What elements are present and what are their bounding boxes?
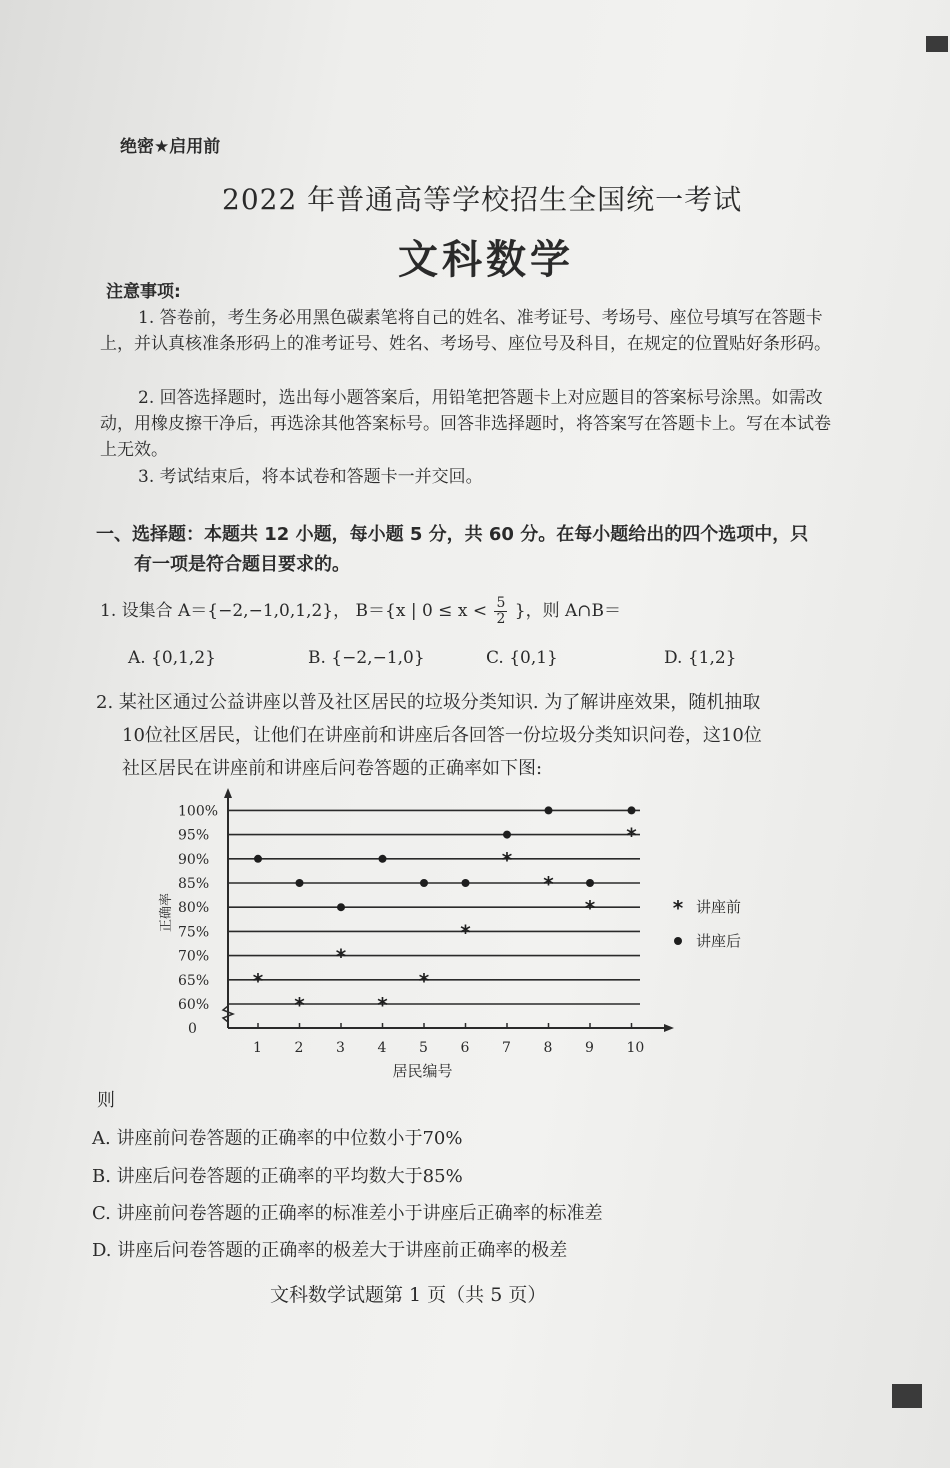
- section-line-1: 一、选择题：本题共 12 小题，每小题 5 分，共 60 分。在每小题给出的四个选项中，只: [96, 524, 809, 545]
- q2-line-3: 社区居民在讲座前和讲座后问卷答题的正确率如下图:: [122, 758, 543, 779]
- y-tick-label: 60%: [178, 997, 210, 1013]
- before-lecture-point: *: [501, 847, 513, 872]
- section-line-2: 有一项是符合题目要求的。: [134, 554, 350, 575]
- before-lecture-point: *: [377, 993, 388, 1017]
- exam-title: 2022 年普通高等学校招生全国统一考试: [222, 183, 743, 216]
- y-tick-label: 95%: [178, 827, 210, 844]
- q1-option-c: C. {0,1}: [486, 648, 558, 668]
- after-lecture-point: [337, 903, 345, 911]
- q1-option-d: D. {1,2}: [664, 648, 737, 668]
- q2-line-1: 2. 某社区通过公益讲座以普及社区居民的垃圾分类知识. 为了解讲座效果，随机抽取: [96, 692, 761, 713]
- y-tick-label: 80%: [178, 900, 210, 917]
- y-tick-label: 70%: [178, 948, 210, 965]
- x-tick-label: 1: [253, 1040, 262, 1056]
- after-lecture-point: [503, 831, 511, 839]
- before-lecture-point: *: [335, 944, 347, 969]
- confidential-label: 绝密★启用前: [120, 137, 221, 157]
- q2-then: 则: [97, 1090, 115, 1111]
- before-lecture-point: *: [584, 896, 596, 921]
- q1-option-a: A. {0,1,2}: [128, 648, 216, 668]
- before-lecture-point: *: [460, 920, 471, 945]
- accuracy-scatter-chart: [150, 782, 770, 1082]
- q1-frac-den: 2: [496, 611, 506, 627]
- q2-choice-c: C. 讲座前问卷答题的正确率的标准差小于讲座后正确率的标准差: [92, 1203, 603, 1224]
- after-lecture-point: [420, 879, 428, 887]
- after-lecture-point: [628, 806, 636, 814]
- notice-item-1: 1. 答卷前，考生务必用黑色碳素笔将自己的姓名、准考证号、考场号、座位号填写在答题卡上，并认真核准条形码上的准考证号、姓名、考场号、座位号及科目，在规定的位置贴好条形码。: [100, 308, 831, 354]
- legend-label: 讲座前: [696, 898, 742, 916]
- q2-choice-b: B. 讲座后问卷答题的正确率的平均数大于85%: [92, 1166, 463, 1187]
- legend-marker-before: *: [672, 896, 684, 920]
- y-tick-label: 85%: [178, 876, 210, 892]
- after-lecture-point: [379, 855, 387, 863]
- q1-frac-num: 5: [496, 595, 506, 611]
- q2-choice-d: D. 讲座后问卷答题的正确率的极差大于讲座前正确率的极差: [92, 1240, 568, 1261]
- before-lecture-point: *: [252, 968, 264, 993]
- after-lecture-point: [296, 879, 304, 887]
- q1-fraction: [494, 596, 507, 627]
- x-tick-label: 10: [626, 1040, 645, 1056]
- q1-stem-a: 1. 设集合 A＝{−2,−1,0,1,2}， B＝{x | 0 ≤ x <: [100, 601, 488, 621]
- section-heading: [96, 520, 842, 580]
- before-lecture-point: *: [418, 968, 430, 993]
- notice-item-3: 3. 考试结束后，将本试卷和答题卡一并交回。: [138, 467, 483, 487]
- legend-label: 讲座后: [696, 932, 742, 950]
- legend-marker-after: [674, 937, 682, 945]
- scan-mark-top: [926, 36, 948, 52]
- y-tick-label: 65%: [178, 972, 210, 989]
- x-tick-label: 5: [419, 1040, 428, 1056]
- notice-heading: 注意事项:: [106, 282, 181, 302]
- y-tick-label: 75%: [178, 924, 210, 941]
- y-axis-arrow: [224, 788, 232, 798]
- y-axis-title: 正确率: [159, 892, 174, 932]
- x-axis-title: 居民编号: [392, 1062, 453, 1080]
- after-lecture-point: [545, 806, 553, 814]
- x-tick-label: 9: [585, 1040, 594, 1056]
- scan-mark-bottom: [892, 1384, 922, 1408]
- before-lecture-point: *: [543, 872, 554, 896]
- x-tick-label: 6: [460, 1040, 470, 1056]
- y-tick-label: 0: [188, 1021, 197, 1037]
- x-tick-label: 4: [377, 1040, 387, 1056]
- x-tick-label: 2: [294, 1040, 304, 1056]
- subject-title: 文科数学: [398, 237, 574, 283]
- q1-option-b: B. {−2,−1,0}: [308, 648, 425, 668]
- q1-stem-b: }，则 A∩B＝: [514, 601, 622, 621]
- after-lecture-point: [254, 855, 262, 863]
- y-tick-label: 90%: [178, 851, 210, 868]
- x-tick-label: 8: [543, 1040, 553, 1056]
- after-lecture-point: [586, 879, 594, 887]
- x-tick-label: 7: [502, 1040, 511, 1056]
- before-lecture-point: *: [626, 823, 637, 848]
- page-footer: 文科数学试题第 1 页（共 5 页）: [270, 1284, 547, 1306]
- after-lecture-point: [462, 879, 470, 887]
- q2-line-2: 10位社区居民，让他们在讲座前和讲座后各回答一份垃圾分类知识问卷，这10位: [122, 725, 762, 746]
- before-lecture-point: *: [294, 993, 305, 1017]
- q2-choice-a: A. 讲座前问卷答题的正确率的中位数小于70%: [92, 1128, 463, 1149]
- x-tick-label: 3: [336, 1040, 345, 1056]
- question-1-stem: [100, 596, 621, 627]
- question-2-stem: [96, 686, 842, 785]
- y-tick-label: 100%: [178, 803, 219, 820]
- notice-item-2: 2. 回答选择题时，选出每小题答案后，用铅笔把答题卡上对应题目的答案标号涂黑。如需改动，用橡皮擦干净后，再选涂其他答案标号。回答非选择题时，将答案写在答题卡上。写在本试卷上无效。: [100, 388, 831, 460]
- x-axis-arrow: [664, 1024, 674, 1032]
